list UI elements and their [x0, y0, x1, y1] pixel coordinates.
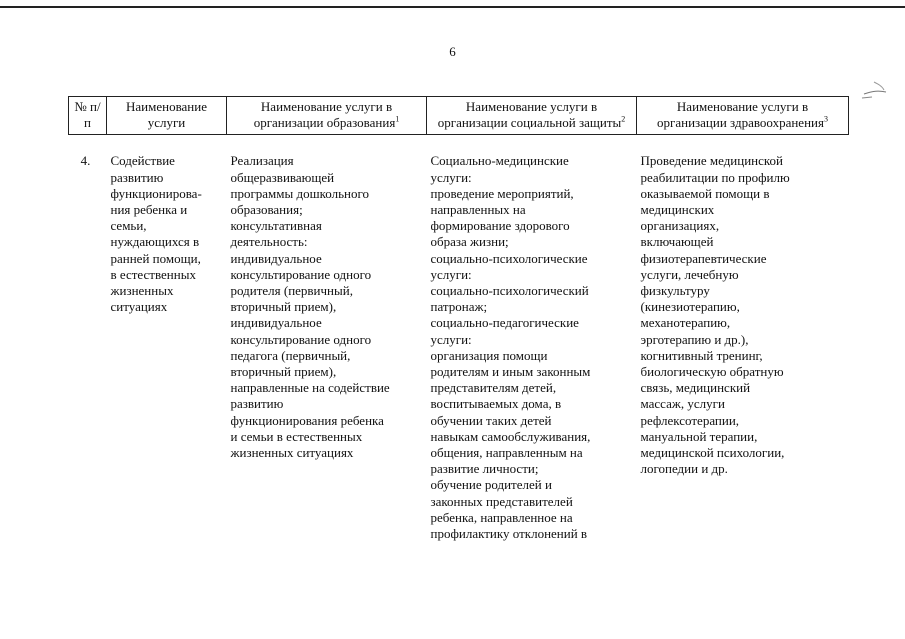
- cell-line: механотерапию,: [640, 315, 731, 331]
- cell-line: направленные на содействие: [230, 380, 390, 396]
- scan-artifact-mark: [860, 78, 890, 100]
- cell-healthcare: [637, 135, 849, 542]
- header-number: [69, 97, 107, 135]
- cell-line: услуги:: [430, 331, 472, 347]
- table-header: [69, 97, 849, 135]
- cell-line: направленных на: [430, 202, 526, 218]
- header-social-protection: [427, 97, 637, 135]
- cell-line: образования;: [230, 202, 303, 218]
- cell-line: в естественных: [110, 266, 196, 282]
- cell-line: социально-психологические: [430, 250, 588, 266]
- cell-line: когнитивный тренинг,: [640, 347, 763, 363]
- cell-line: родителям и иным законным: [430, 364, 591, 380]
- table-row: [69, 135, 849, 542]
- cell-line: семьи,: [110, 218, 147, 234]
- cell-line: вторичный прием),: [230, 364, 337, 380]
- cell-line: реабилитации по профилю: [640, 169, 790, 185]
- cell-line: индивидуальное: [230, 315, 322, 331]
- cell-line: услуги, лечебную: [640, 266, 739, 282]
- cell-line: консультирование одного: [230, 266, 372, 282]
- cell-line: и семьи в естественных: [230, 428, 363, 444]
- cell-line: обучении таких детей: [430, 412, 552, 428]
- cell-line: социально-психологический: [430, 283, 589, 299]
- cell-line: логопедии и др.: [640, 461, 728, 477]
- header-service-name: [107, 97, 227, 135]
- top-border-line: [0, 6, 905, 8]
- cell-line: услуги:: [430, 169, 472, 185]
- header-healthcare: [637, 97, 849, 135]
- cell-line: жизненных ситуациях: [230, 445, 354, 461]
- cell-line: жизненных: [110, 283, 174, 299]
- cell-line: ребенка, направленное на: [430, 509, 573, 525]
- cell-line: биологическую обратную: [640, 364, 784, 380]
- cell-line: формирование здорового: [430, 218, 570, 234]
- cell-line: функционирова-: [110, 185, 202, 201]
- cell-line: услуги:: [430, 266, 472, 282]
- cell-line: Реализация: [230, 153, 294, 169]
- cell-line: развитию: [110, 169, 164, 185]
- cell-line: индивидуальное: [230, 250, 322, 266]
- cell-education: [227, 135, 427, 542]
- cell-line: медицинских: [640, 202, 715, 218]
- cell-line: обучение родителей и: [430, 477, 552, 493]
- cell-line: навыкам самообслуживания,: [430, 428, 591, 444]
- cell-line: родителя (первичный,: [230, 283, 353, 299]
- cell-line: организация помощи: [430, 347, 548, 363]
- cell-service-name: [107, 135, 227, 542]
- cell-line: мануальной терапии,: [640, 428, 758, 444]
- cell-line: развитие личности;: [430, 461, 539, 477]
- cell-line: физкультуру: [640, 283, 710, 299]
- page-number: 6: [449, 44, 456, 59]
- services-table: [68, 96, 849, 542]
- cell-line: социально-педагогические: [430, 315, 579, 331]
- cell-line: физиотерапевтические: [640, 250, 767, 266]
- header-text: Наименование услуги в организации социальной защиты: [437, 99, 622, 131]
- cell-line: вторичный прием),: [230, 299, 337, 315]
- cell-line: рефлексотерапии,: [640, 412, 740, 428]
- row-number: 4.: [80, 153, 91, 169]
- footnote-marker: 2: [621, 114, 626, 124]
- header-text: Наименование услуги: [126, 99, 207, 131]
- cell-line: эрготерапию и др.),: [640, 331, 749, 347]
- cell-line: проведение мероприятий,: [430, 185, 574, 201]
- cell-line: ситуациях: [110, 299, 168, 315]
- cell-line: оказываемой помощи в: [640, 185, 770, 201]
- cell-line: законных представителей: [430, 493, 573, 509]
- cell-line: включающей: [640, 234, 714, 250]
- cell-line: связь, медицинский: [640, 380, 751, 396]
- cell-line: программы дошкольного: [230, 185, 369, 201]
- cell-line: ранней помощи,: [110, 250, 201, 266]
- cell-line: Проведение медицинской: [640, 153, 784, 169]
- cell-line: консультирование одного: [230, 331, 372, 347]
- header-text: Наименование услуги в организации здравоохранения: [657, 99, 824, 131]
- header-text: Наименование услуги в организации образования: [253, 99, 396, 131]
- cell-line: общения, направленным на: [430, 445, 583, 461]
- cell-line: деятельность:: [230, 234, 308, 250]
- cell-line: патронаж;: [430, 299, 488, 315]
- cell-line: педагога (первичный,: [230, 347, 351, 363]
- header-education: [227, 97, 427, 135]
- cell-line: Социально-медицинские: [430, 153, 569, 169]
- footnote-marker: 3: [823, 114, 828, 124]
- cell-line: образа жизни;: [430, 234, 509, 250]
- cell-line: профилактику отклонений в: [430, 526, 588, 542]
- cell-line: организациях,: [640, 218, 720, 234]
- cell-line: Содействие: [110, 153, 175, 169]
- cell-line: нуждающихся в: [110, 234, 200, 250]
- cell-line: общеразвивающей: [230, 169, 335, 185]
- cell-line: ния ребенка и: [110, 202, 188, 218]
- cell-line: медицинской психологии,: [640, 445, 785, 461]
- header-text: № п/п: [74, 99, 101, 131]
- cell-line: воспитываемых дома, в: [430, 396, 562, 412]
- cell-social-protection: [427, 135, 637, 542]
- cell-line: функционирования ребенка: [230, 412, 384, 428]
- cell-line: представителям детей,: [430, 380, 557, 396]
- cell-line: (кинезиотерапию,: [640, 299, 740, 315]
- cell-line: консультативная: [230, 218, 322, 234]
- cell-line: развитию: [230, 396, 284, 412]
- footnote-marker: 1: [395, 114, 400, 124]
- cell-line: массаж, услуги: [640, 396, 725, 412]
